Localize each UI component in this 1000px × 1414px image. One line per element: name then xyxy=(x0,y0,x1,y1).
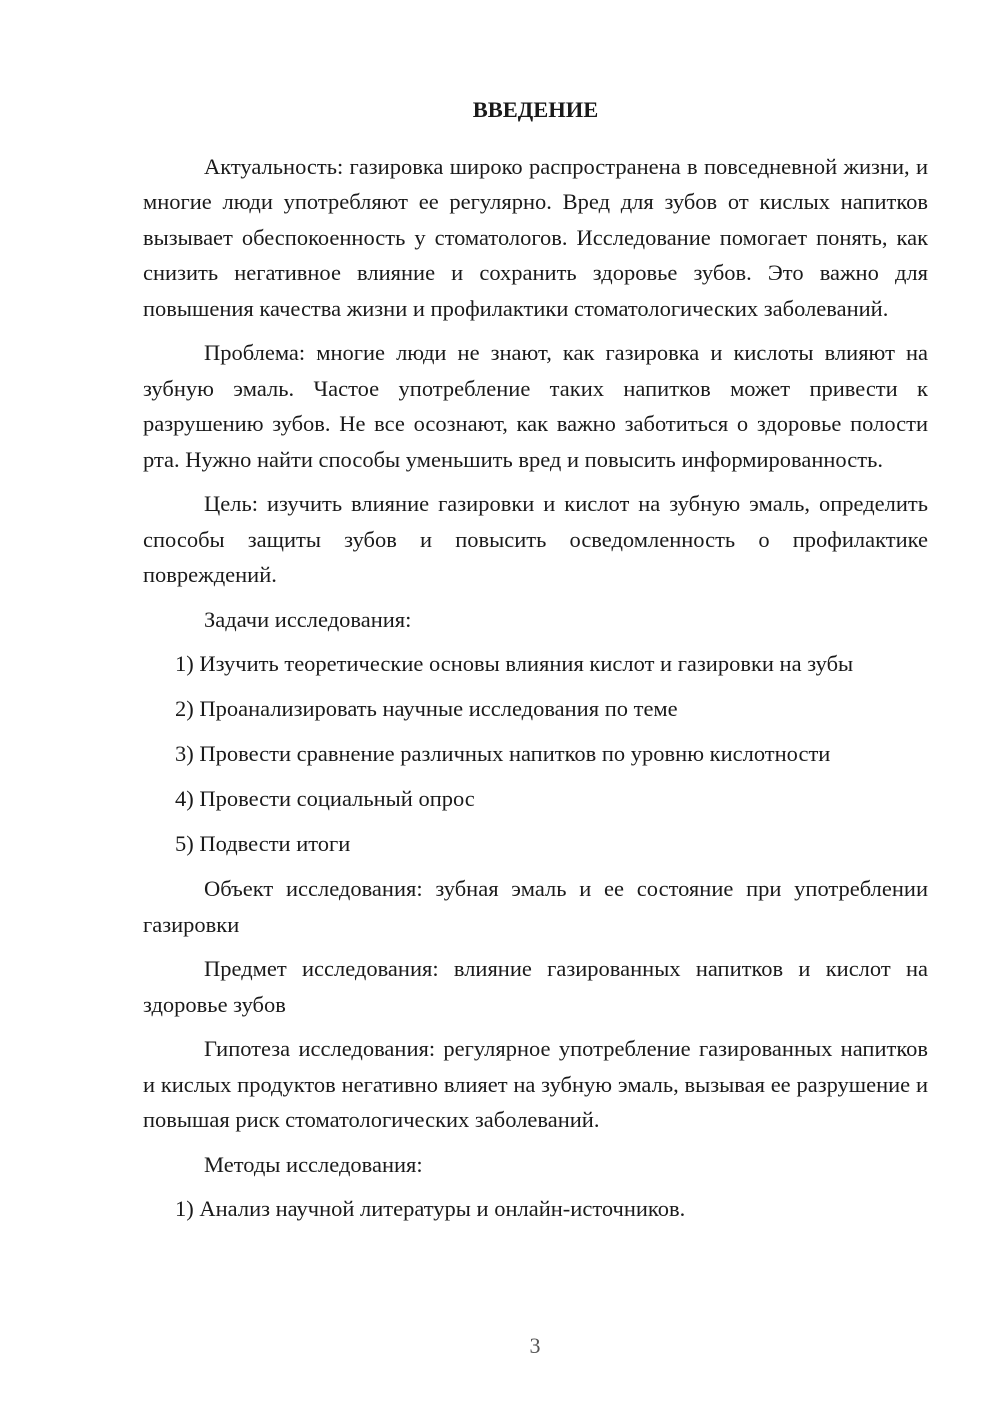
task-item: 5) Подвести итоги xyxy=(175,831,351,856)
tasks-list xyxy=(143,646,928,862)
page-number: 3 xyxy=(529,1333,541,1358)
goal-paragraph: Цель: изучить влияние газировки и кислот на зубную эмаль, определить способы защиты зубов и повысить осведомленность о профилактике повреждений. xyxy=(143,491,928,587)
subject-paragraph: Предмет исследования: влияние газированных напитков и кислот на здоровье зубов xyxy=(143,956,928,1017)
tasks-heading: Задачи исследования: xyxy=(204,606,412,632)
object-paragraph: Объект исследования: зубная эмаль и ее состояние при употреблении газировки xyxy=(143,876,928,937)
task-item: 1) Изучить теоретические основы влияния кислот и газировки на зубы xyxy=(175,651,854,676)
methods-list xyxy=(143,1191,928,1227)
hypothesis-paragraph: Гипотеза исследования: регулярное употребление газированных напитков и кислых продуктов негативно влияет на зубную эмаль, вызывая ее разрушение и повышая риск стоматологических заболеваний. xyxy=(143,1036,928,1132)
section-title: ВВЕДЕНИЕ xyxy=(472,97,599,122)
task-item: 2) Проанализировать научные исследования по теме xyxy=(175,696,678,721)
problem-paragraph: Проблема: многие люди не знают, как газировка и кислоты влияют на зубную эмаль. Частое употребление таких напитков может привести к разрушению зубов. Не все осознают, как важно заботиться о здоровье полости рта. Нужно найти способы уменьшить вред и повысить информированность. xyxy=(143,340,928,472)
relevance-paragraph: Актуальность: газировка широко распространена в повседневной жизни, и многие люди употребляют ее регулярно. Вред для зубов от кислых напитков вызывает обеспокоенность у стоматологов. Исследование помогает понять, как снизить негативное влияние и сохранить здоровье зубов. Это важно для повышения качества жизни и профилактики стоматологических заболеваний. xyxy=(143,153,928,321)
task-item: 3) Провести сравнение различных напитков по уровню кислотности xyxy=(175,741,831,766)
task-item: 4) Провести социальный опрос xyxy=(175,786,475,811)
document-page xyxy=(143,92,928,1236)
method-item: 1) Анализ научной литературы и онлайн-источников. xyxy=(175,1196,686,1221)
methods-heading: Методы исследования: xyxy=(204,1151,423,1177)
